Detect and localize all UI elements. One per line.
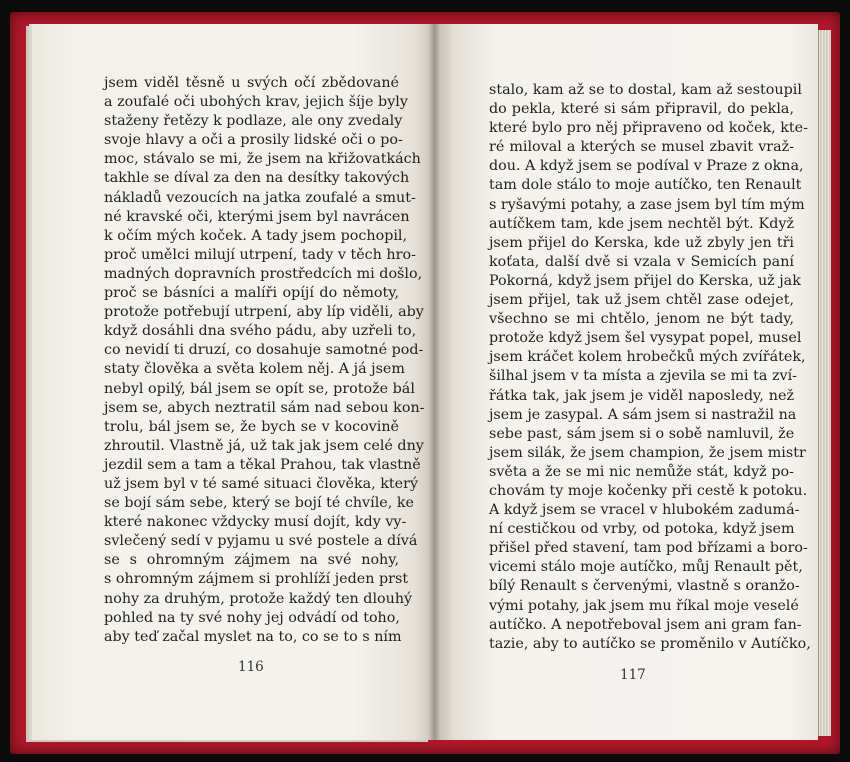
text-line: bílý Renault s červenými, vlastně s oranžo- xyxy=(489,578,800,595)
right-page-number: 117 xyxy=(620,667,646,683)
left-page xyxy=(32,24,434,740)
left-page-text xyxy=(104,74,425,647)
text-line: ré miloval a kterých se musel zbavit vraž- xyxy=(489,139,794,156)
text-line: nebyl opilý, bál jsem se opít se, protože bál xyxy=(104,380,415,397)
text-line: A když jsem se vracel v hlubokém zadumá- xyxy=(489,502,800,519)
text-line: zhroutil. Vlastně já, už tak jak jsem celé dny xyxy=(104,437,424,454)
left-page-number: 116 xyxy=(238,659,264,675)
page-edges xyxy=(818,30,831,736)
right-page-text xyxy=(489,81,811,654)
text-line: s ohromným zájmem si prohlíží jeden prst xyxy=(104,571,409,588)
text-line: staty člověka a světa kolem něj. A já jsem xyxy=(104,361,405,378)
text-line: Pokorná, když jsem přijel do Kerska, už jak xyxy=(489,272,801,289)
text-line: chovám ty moje kočenky při cestě k potoku. xyxy=(489,482,808,499)
text-line: jsem se, abych neztratil sám nad sebou kon- xyxy=(104,399,425,416)
text-line: jsem přijel, tak už jsem chtěl zase odejet, xyxy=(489,292,794,309)
text-line: jsem viděl těsně u svých očí zbědované xyxy=(104,75,399,91)
text-line: svoje hlavy a oči a prosily lidské oči o po- xyxy=(104,132,403,149)
right-page xyxy=(434,24,818,740)
text-line: a zoufalé oči ubohých krav, jejich šíje byly xyxy=(104,94,408,111)
text-line: když dosáhli dna svého pádu, aby uzřeli to, xyxy=(104,323,417,340)
text-line: dou. A když jsem se podíval v Praze z okna, xyxy=(489,158,804,175)
text-line: autíčkem tam, kde jsem nechtěl být. Když xyxy=(489,215,794,232)
text-line: které nakonec vždycky musí dojít, kdy vy- xyxy=(104,514,407,531)
text-line: trolu, bál jsem se, že bych se v kocovině xyxy=(104,418,399,435)
text-line: vicemi stálo moje autíčko, můj Renault pět, xyxy=(489,559,803,576)
text-line: nákladů vezoucích na jatka zoufalé a smut- xyxy=(104,189,416,206)
text-line: jsem přijel do Kerska, kde už zbyly jen tři xyxy=(489,234,794,251)
text-line: do pekla, které si sám připravil, do pekla, xyxy=(489,101,794,118)
text-line: tazie, aby to autíčko se proměnilo v Autíčko, xyxy=(489,635,811,652)
text-line: přišel před stavení, tam pod břízami a boro- xyxy=(489,540,808,557)
text-line: svlečený sedí v pyjamu u své postele a dívá xyxy=(104,533,418,550)
text-line: protože potřebují utrpení, aby líp viděli, aby xyxy=(104,304,424,321)
text-line: se bojí sám sebe, který se bojí té chvíle, ke xyxy=(104,495,414,512)
text-line: co nevidí ti druzí, co dosahuje samotné pod- xyxy=(104,342,424,359)
text-line: s ryšavými potahy, a zase jsem byl tím mým xyxy=(489,196,805,213)
text-line: ní cestičkou od vrby, od potoka, když jsem xyxy=(489,521,795,538)
text-line: se s ohromným zájmem na své nohy, xyxy=(104,552,399,569)
open-book xyxy=(20,24,830,744)
text-line: madných dopravních prostředcích mi došlo, xyxy=(104,265,423,282)
text-line: aby teď začal myslet na to, co se to s ním xyxy=(104,628,402,645)
text-line: všechno se mi chtělo, jenom ne být tady, xyxy=(489,311,794,328)
text-line: proč se básníci a malíři opíjí do němoty, xyxy=(104,285,399,302)
text-line: řátka tak, jak jsem je viděl naposledy, než xyxy=(489,387,794,404)
text-line: sebe past, sám jsem si o sobě namluvil, že xyxy=(489,425,795,442)
text-line: šilhal jsem v ta místa a zjevila se mi ta zví- xyxy=(489,368,798,385)
text-line: jsem je zasypal. A sám jsem si nastražil na xyxy=(489,406,797,423)
text-line: protože když jsem šel vysypat popel, musel xyxy=(489,330,802,347)
text-line: tam dole stálo to moje autíčko, ten Renault xyxy=(489,177,802,194)
text-line: které bylo pro něj připraveno od koček, kte- xyxy=(489,120,808,137)
text-line: jsem silák, že jsem champion, že jsem mistr xyxy=(489,444,806,461)
text-line: autíčko. A nepotřeboval jsem ani gram fan- xyxy=(489,616,802,633)
text-line: světa a že se mi nic nemůže stát, když po- xyxy=(489,463,794,480)
text-line: koťata, další dvě si vzala v Semicích paní xyxy=(489,253,794,270)
text-line: pohled na ty své nohy jej odvádí od toho, xyxy=(104,609,400,626)
text-line: takhle se díval za den na desítky takových xyxy=(104,170,410,187)
text-line: proč umělci milují utrpení, tady v těch hro- xyxy=(104,246,416,263)
text-line: né kravské oči, kterými jsem byl navrácen xyxy=(104,208,410,225)
text-line: staženy řetězy k podlaze, ale ony zvedaly xyxy=(104,113,403,130)
text-line: nohy za druhým, protože každý ten dlouhý xyxy=(104,590,413,607)
text-line: jezdil sem a tam a těkal Prahou, tak vlastně xyxy=(104,456,421,473)
text-line: už jsem byl v té samé situaci člověka, který xyxy=(104,475,419,492)
book-gutter xyxy=(428,24,440,740)
text-line: k očím mých koček. A tady jsem pochopil, xyxy=(104,227,408,244)
text-line: jsem kráčet kolem hrobečků mých zvířátek, xyxy=(489,349,806,366)
text-line: vými potahy, jak jsem mu říkal moje veselé xyxy=(489,597,799,614)
text-line: stalo, kam až se to dostal, kam až sestoupil xyxy=(489,82,802,98)
text-line: moc, stávalo se mi, že jsem na křižovatkách xyxy=(104,151,421,168)
